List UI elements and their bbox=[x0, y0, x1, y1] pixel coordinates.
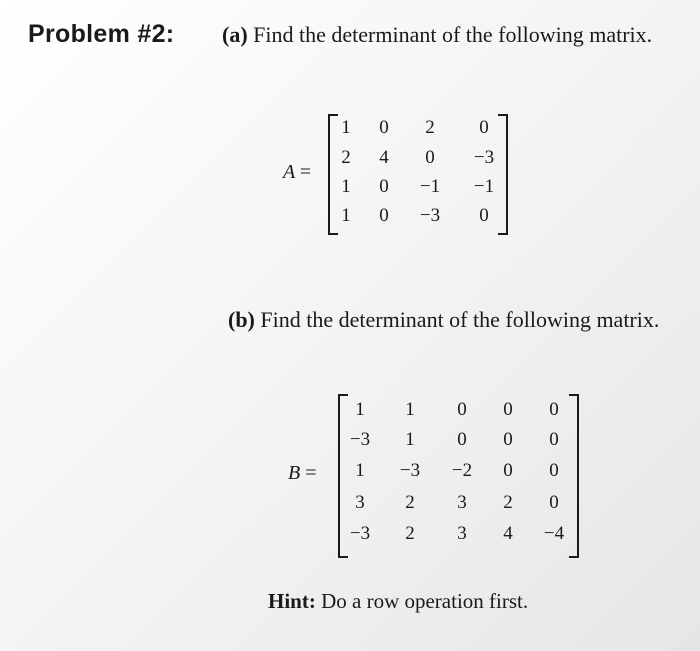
matrix-b-cell: 0 bbox=[457, 399, 467, 420]
matrix-a-cell: −3 bbox=[419, 205, 441, 226]
matrix-b-cell: 0 bbox=[549, 460, 559, 481]
matrix-b-name: B bbox=[288, 462, 301, 484]
part-b-prompt bbox=[228, 307, 659, 333]
matrix-b-cell: 1 bbox=[405, 429, 415, 450]
matrix-a-cell: 0 bbox=[479, 205, 489, 226]
part-a-tag: (a) bbox=[222, 22, 248, 47]
matrix-b-cell: 2 bbox=[405, 492, 415, 513]
matrix-b-cell: 0 bbox=[503, 429, 513, 450]
matrix-a-cell: 0 bbox=[425, 147, 435, 168]
matrix-b-cell: 0 bbox=[503, 399, 513, 420]
matrix-a-cell: 2 bbox=[341, 147, 351, 168]
matrix-a-cell: −1 bbox=[473, 176, 495, 197]
matrix-b-cell: −3 bbox=[349, 429, 371, 450]
matrix-a-name: A bbox=[283, 161, 295, 183]
matrix-b-cell: 1 bbox=[355, 399, 365, 420]
matrix-b-cell: 4 bbox=[503, 523, 513, 544]
matrix-b-cell: 0 bbox=[503, 460, 513, 481]
matrix-a-cell: 1 bbox=[341, 205, 351, 226]
matrix-a-cell: 0 bbox=[379, 205, 389, 226]
matrix-a-cell: 1 bbox=[341, 176, 351, 197]
matrix-b-cell: 3 bbox=[457, 523, 467, 544]
matrix-b-cell: 2 bbox=[503, 492, 513, 513]
matrix-a-cell: 2 bbox=[425, 117, 435, 138]
matrix-a-cell: 0 bbox=[479, 117, 489, 138]
matrix-a-cell: 0 bbox=[379, 117, 389, 138]
matrix-b-label bbox=[288, 462, 317, 485]
part-a-instruction: Find the determinant of the following matrix. bbox=[253, 22, 653, 47]
hint-text: Do a row operation first. bbox=[321, 589, 529, 613]
matrix-b-cell: 0 bbox=[549, 429, 559, 450]
matrix-b-cell: 0 bbox=[549, 399, 559, 420]
problem-title: Problem #2: bbox=[28, 20, 175, 48]
matrix-a-equals: = bbox=[299, 161, 312, 183]
part-a-prompt bbox=[222, 22, 652, 48]
matrix-b-cell: 3 bbox=[355, 492, 365, 513]
hint bbox=[268, 589, 528, 614]
matrix-b-cell: 0 bbox=[457, 429, 467, 450]
matrix-a-label bbox=[283, 161, 311, 184]
matrix-a-cell: −1 bbox=[419, 176, 441, 197]
matrix-b-cell: 2 bbox=[405, 523, 415, 544]
matrix-b-cell: −4 bbox=[543, 523, 565, 544]
matrix-b-cell: 0 bbox=[549, 492, 559, 513]
hint-label: Hint: bbox=[268, 589, 316, 613]
matrix-a-cell: 4 bbox=[379, 147, 389, 168]
part-b-tag: (b) bbox=[228, 307, 255, 332]
matrix-a-cell: 0 bbox=[379, 176, 389, 197]
matrix-b-equals: = bbox=[305, 462, 317, 484]
matrix-b-cell: −2 bbox=[451, 460, 473, 481]
matrix-b-cell: −3 bbox=[349, 523, 371, 544]
matrix-b-cell: 3 bbox=[457, 492, 467, 513]
part-b-instruction: Find the determinant of the following matrix. bbox=[260, 307, 660, 332]
matrix-b-cell: −3 bbox=[399, 460, 421, 481]
matrix-b-cell: 1 bbox=[355, 460, 365, 481]
matrix-a-cell: 1 bbox=[341, 117, 351, 138]
matrix-a-cell: −3 bbox=[473, 147, 495, 168]
matrix-b-cell: 1 bbox=[405, 399, 415, 420]
